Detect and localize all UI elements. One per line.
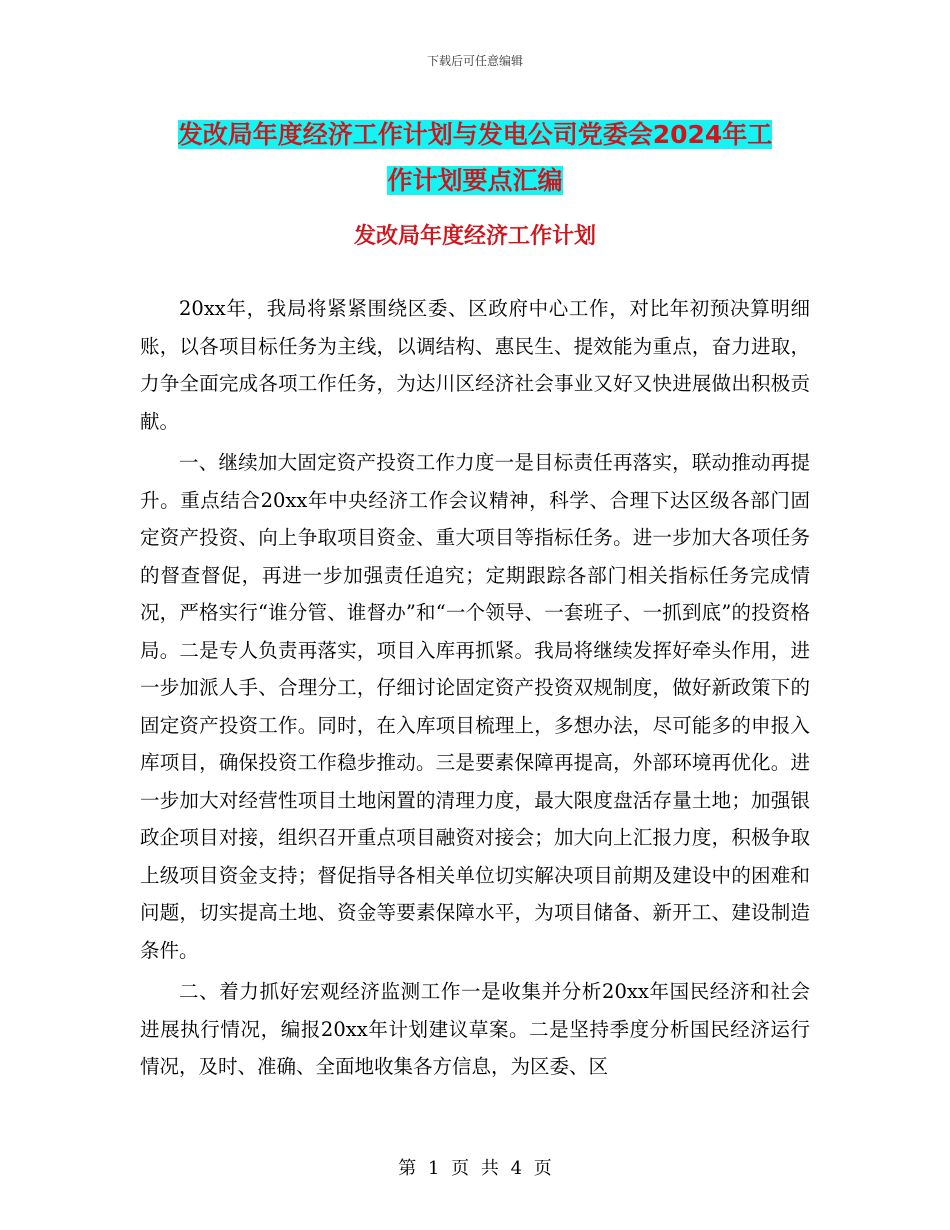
paragraph: 一、继续加大固定资产投资工作力度一是目标责任再落实，联动推动再提升。重点结合20xx年中央经济工作会议精神，科学、合理下达区级各部门固定资产投资、向上争取项目资金、重大项目等指标任务。进一步加大各项任务的督查督促，再进一步加强责任追究；定期跟踪各部门相关指标任务完成情况，严格实行“谁分管、谁督办”和“一个领导、一套班子、一抓到底”的投资格局。二是专人负责再落实，项目入库再抓紧。我局将继续发挥好牵头作用，进一步加派人手、合理分工，仔细讨论固定资产投资双规制度，做好新政策下的固定资产投资工作。同时，在入库项目梳理上，多想办法，尽可能多的申报入库项目，确保投资工作稳步推动。三是要素保障再提高，外部环境再优化。进一步加大对经营性项目土地闲置的清理力度，最大限度盘活存量土地；加强银政企项目对接，组织召开重点项目融资对接会；加大向上汇报力度，积极争取上级项目资金支持；督促指导各相关单位切实解决项目前期及建设中的困难和问题，切实提高土地、资金等要素保障水平，为项目储备、新开工、建设制造条件。 <box>140 451 810 962</box>
document-title-line-2: 作计划要点汇编 <box>387 166 563 195</box>
section-title: 发改局年度经济工作计划 <box>353 224 596 249</box>
document-title <box>140 112 810 204</box>
paragraph: 20xx年，我局将紧紧围绕区委、区政府中心工作，对比年初预决算明细账，以各项目标任务为主线，以调结构、惠民生、提效能为重点，奋力进取，力争全面完成各项工作任务，为达川区经济社会事业又好又快进展做出积极贡献。 <box>140 297 810 433</box>
paragraph: 二、着力抓好宏观经济监测工作一是收集并分析20xx年国民经济和社会进展执行情况，编报20xx年计划建议草案。二是坚持季度分析国民经济运行情况，及时、准确、全面地收集各方信息，为区委、区 <box>140 980 810 1078</box>
document-title-line-1: 发改局年度经济工作计划与发电公司党委会2024年工 <box>177 120 773 149</box>
page-number: 第 1 页 共 4 页 <box>398 1158 552 1179</box>
page-header-note: 下载后可任意编辑 <box>426 54 523 68</box>
document-body <box>140 290 810 1090</box>
